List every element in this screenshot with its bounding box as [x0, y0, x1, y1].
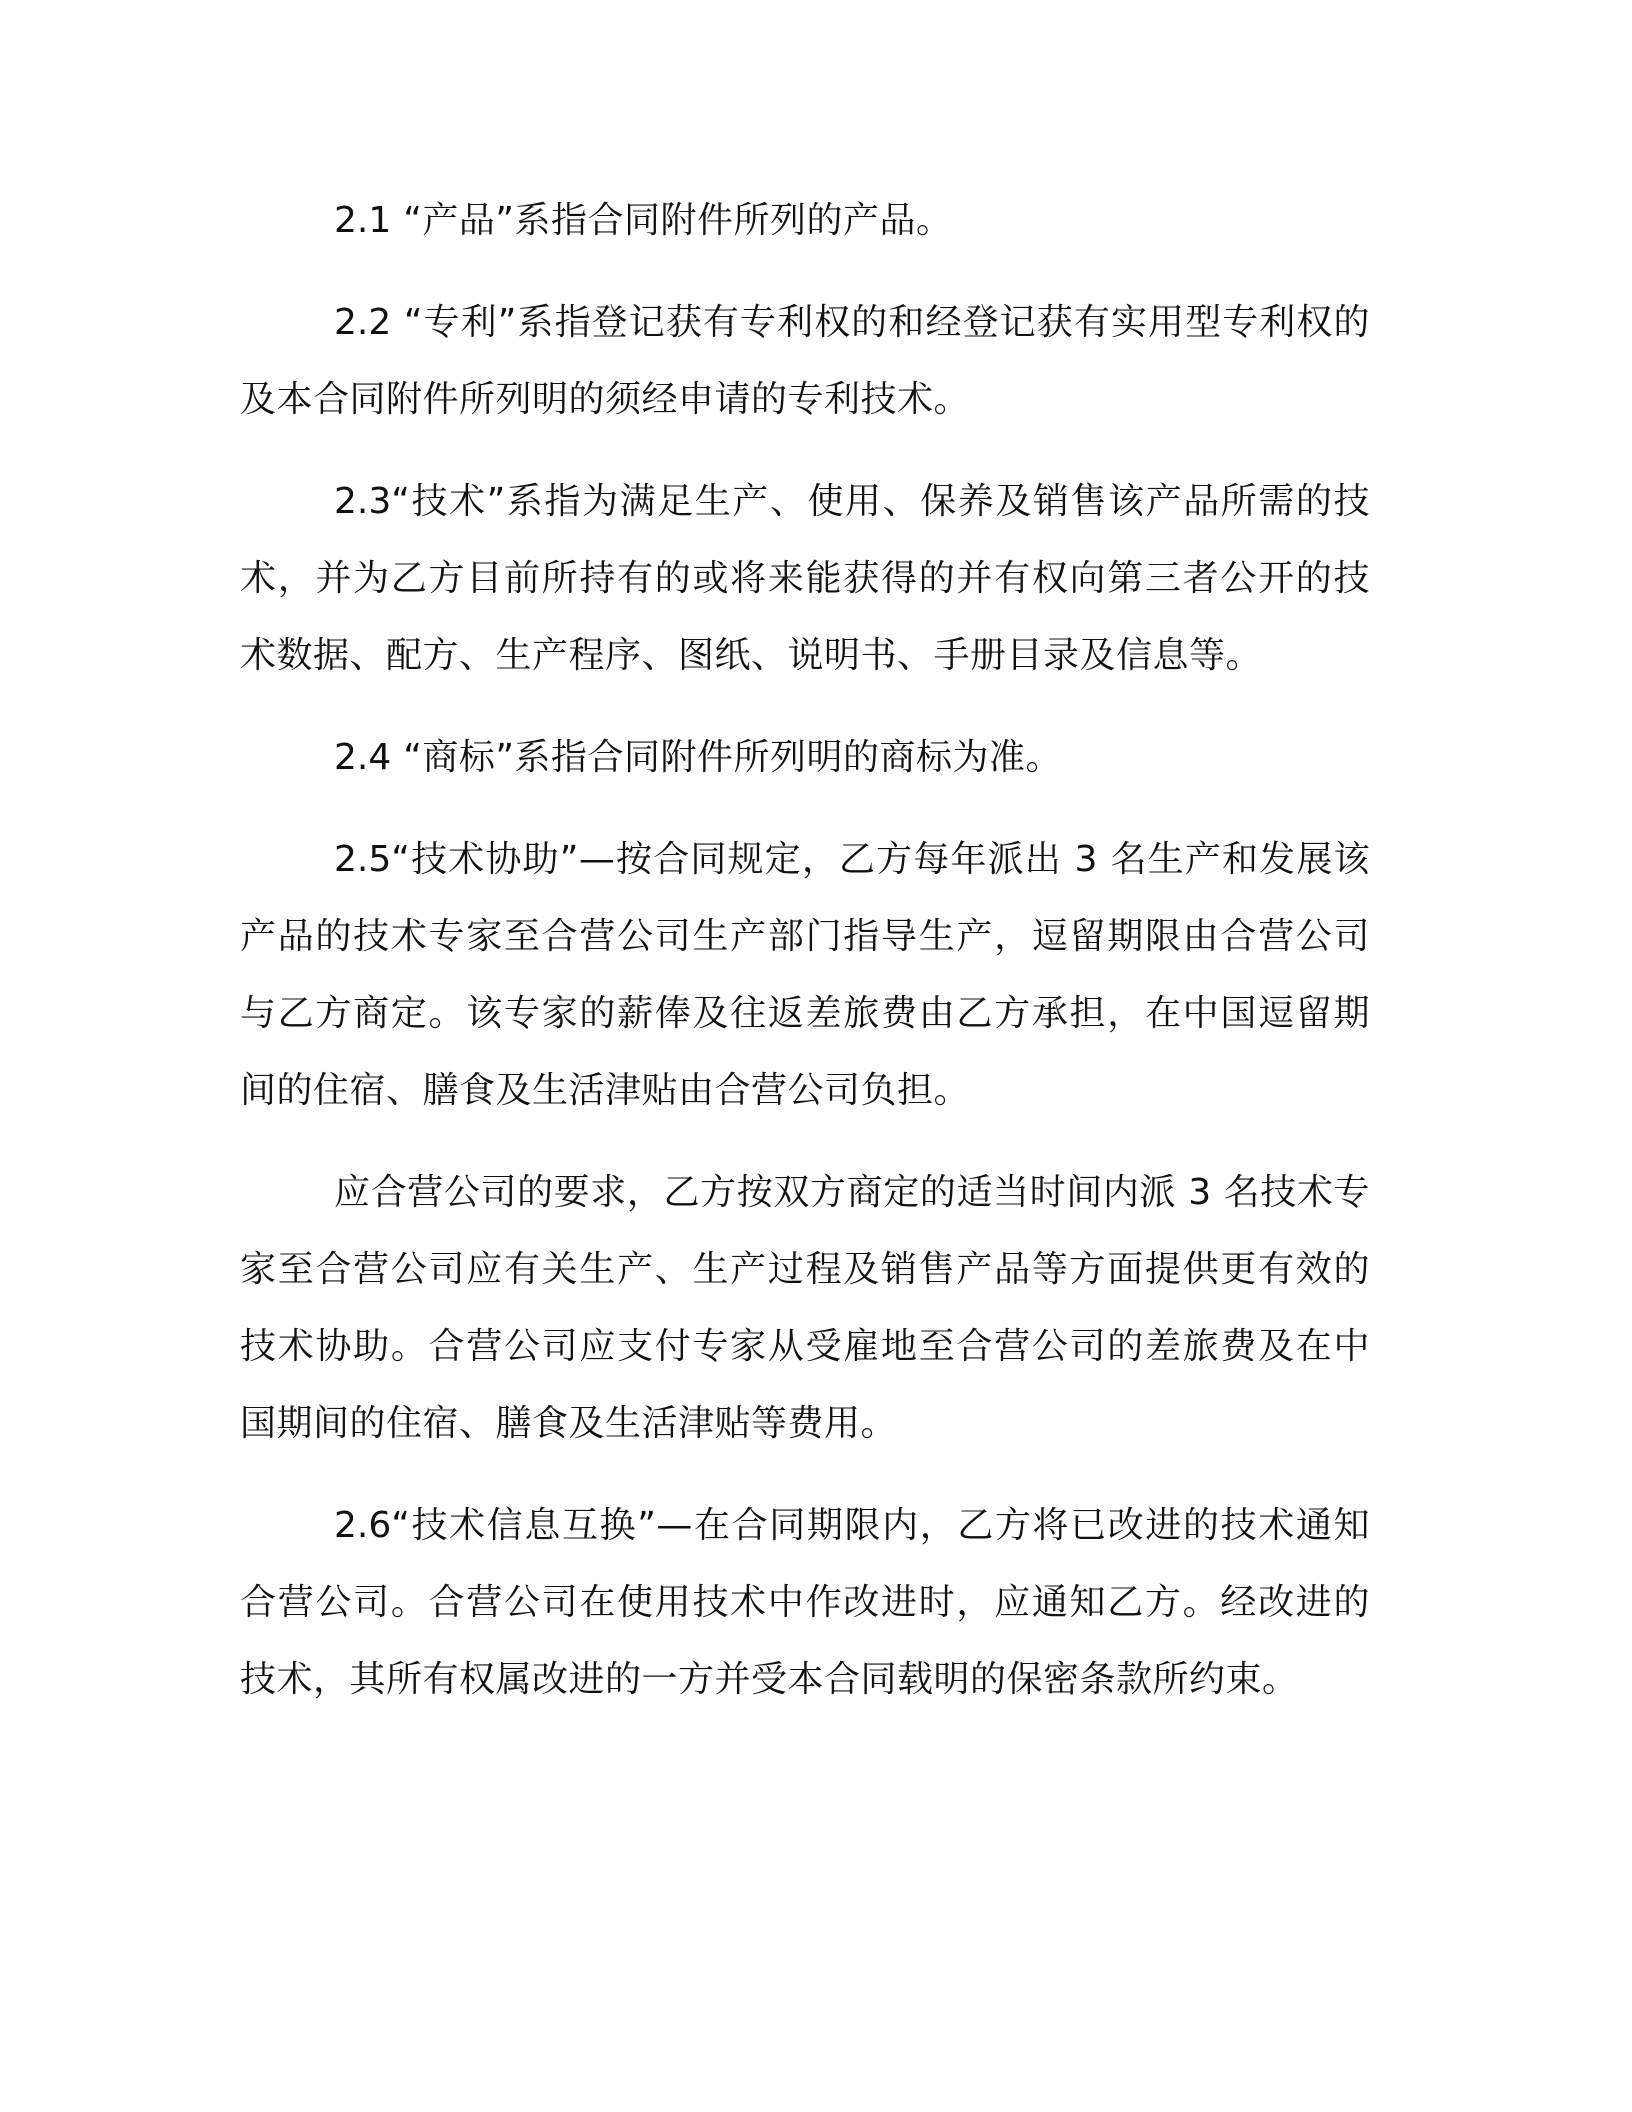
clause-2-5	[240, 821, 1370, 1129]
clause-2-1	[240, 182, 1370, 259]
clause-text: “技术协助”—按合同规定，乙方每年派出 3 名生产和发展该产品的技术专家至合营公司生产部门指导生产，逗留期限由合营公司与乙方商定。该专家的薪俸及往返差旅费由乙方承担，在中国逗留期间的住宿、膳食及生活津贴由合营公司负担。	[240, 839, 1370, 1111]
clause-2-5-continued	[240, 1154, 1370, 1462]
clause-number: 2.5	[334, 839, 392, 880]
clause-text: “专利”系指登记获有专利权的和经登记获有实用型专利权的及本合同附件所列明的须经申请的专利技术。	[240, 302, 1370, 420]
clause-text: “产品”系指合同附件所列的产品。	[403, 200, 953, 241]
clause-number: 2.2	[334, 302, 392, 343]
clause-2-6	[240, 1487, 1370, 1718]
clause-number: 2.6	[334, 1505, 392, 1546]
clause-number: 2.4	[334, 737, 392, 778]
clause-2-4	[240, 719, 1370, 796]
clause-text: “技术”系指为满足生产、使用、保养及销售该产品所需的技术，并为乙方目前所持有的或将来能获得的并有权向第三者公开的技术数据、配方、生产程序、图纸、说明书、手册目录及信息等。	[240, 481, 1370, 676]
clause-2-3	[240, 463, 1370, 694]
clause-text: “技术信息互换”—在合同期限内，乙方将已改进的技术通知合营公司。合营公司在使用技术中作改进时，应通知乙方。经改进的技术，其所有权属改进的一方并受本合同载明的保密条款所约束。	[240, 1505, 1370, 1700]
clause-number: 2.3	[334, 481, 392, 522]
clause-number: 2.1	[334, 200, 392, 241]
clause-text: 应合营公司的要求，乙方按双方商定的适当时间内派 3 名技术专家至合营公司应有关生产、生产过程及销售产品等方面提供更有效的技术协助。合营公司应支付专家从受雇地至合营公司的差旅费及在中国期间的住宿、膳食及生活津贴等费用。	[240, 1172, 1370, 1444]
clause-2-2	[240, 284, 1370, 438]
document-body	[240, 182, 1370, 1743]
clause-text: “商标”系指合同附件所列明的商标为准。	[403, 737, 1063, 778]
